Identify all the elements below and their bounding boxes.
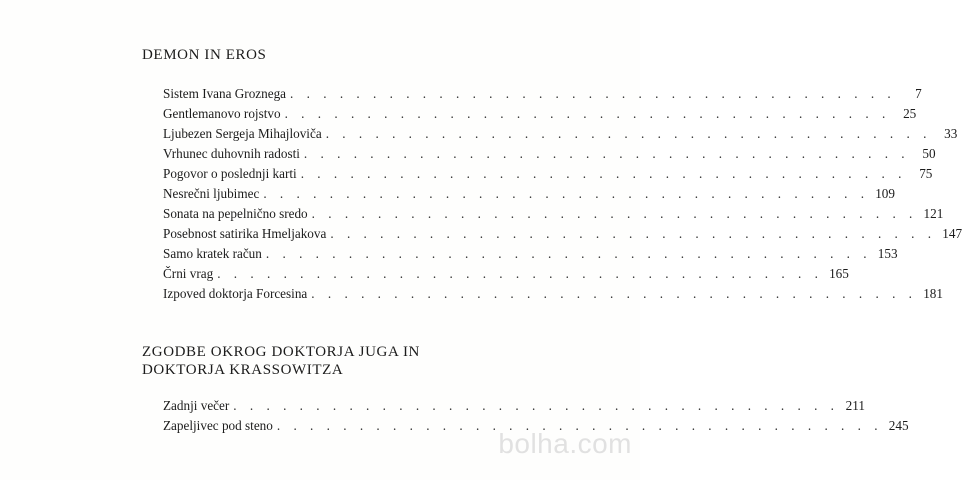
entry-page-number: 121 bbox=[923, 206, 944, 221]
entry-title: Ljubezen Sergeja Mihajloviča bbox=[163, 126, 322, 141]
toc-entry bbox=[163, 266, 849, 286]
leader-dots: . . . . . . . . . . . . . . . . . . . . . . . . . . . . . . . . . . . . . bbox=[325, 126, 932, 141]
section-title: ZGODBE OKROG DOKTORJA JUGA IN bbox=[142, 344, 420, 360]
toc-entry bbox=[163, 146, 936, 166]
entry-title: Zadnji večer bbox=[163, 398, 230, 413]
toc-entry bbox=[163, 226, 962, 246]
entry-page-number: 25 bbox=[903, 106, 917, 121]
toc-list bbox=[163, 86, 962, 306]
entry-page-number: 211 bbox=[845, 398, 865, 413]
toc-entry bbox=[163, 166, 933, 186]
entry-page-number: 50 bbox=[922, 146, 936, 161]
entry-title: Gentlemanovo rojstvo bbox=[163, 106, 281, 121]
toc-entry bbox=[163, 246, 898, 266]
leader-dots: . . . . . . . . . . . . . . . . . . . . . . . . . . . . . . . . . . . . . bbox=[303, 146, 910, 161]
entry-title: Zapeljivec pod steno bbox=[163, 418, 273, 433]
entry-title: Izpoved doktorja Forcesina bbox=[163, 286, 308, 301]
entry-title: Nesrečni ljubimec bbox=[163, 186, 260, 201]
toc-entry bbox=[163, 86, 922, 106]
watermark-logo: bolha.com bbox=[498, 428, 632, 459]
leader-dots: . . . . . . . . . . . . . . . . . . . . . . . . . . . . . . . . . . . . . bbox=[330, 226, 937, 241]
section-title: DEMON IN EROS bbox=[142, 47, 267, 63]
entry-title: Pogovor o poslednji karti bbox=[163, 166, 297, 181]
entry-page-number: 245 bbox=[888, 418, 909, 433]
leader-dots: . . . . . . . . . . . . . . . . . . . . . . . . . . . . . . . . . . . . . bbox=[290, 86, 896, 101]
entry-page-number: 109 bbox=[875, 186, 895, 201]
leader-dots: . . . . . . . . . . . . . . . . . . . . . . . . . . . . . . . . . . . . . bbox=[300, 166, 907, 181]
toc-entry bbox=[163, 126, 958, 146]
entry-page-number: 153 bbox=[877, 246, 898, 261]
leader-dots: . . . . . . . . . . . . . . . . . . . . . . . . . . . . . . . . . . . . . bbox=[284, 106, 891, 121]
entry-page-number: 165 bbox=[829, 266, 849, 281]
entry-page-number: 33 bbox=[944, 126, 958, 141]
entry-page-number: 181 bbox=[923, 286, 943, 301]
toc-entry bbox=[163, 398, 865, 418]
leader-dots: . . . . . . . . . . . . . . . . . . . . . . . . . . . . . . . . . . . . . bbox=[276, 418, 883, 433]
leader-dots: . . . . . . . . . . . . . . . . . . . . . . . . . . . . . . . . . . . . . bbox=[311, 206, 918, 221]
entry-title: Sonata na pepelnično sredo bbox=[163, 206, 308, 221]
entry-title: Črni vrag bbox=[163, 266, 214, 281]
toc-entry bbox=[163, 186, 895, 206]
toc-entry bbox=[163, 286, 943, 306]
leader-dots: . . . . . . . . . . . . . . . . . . . . . . . . . . . . . . . . . . . . . bbox=[233, 398, 839, 413]
entry-page-number: 7 bbox=[915, 86, 922, 101]
entry-title: Vrhunec duhovnih radosti bbox=[163, 146, 300, 161]
toc-list bbox=[163, 398, 909, 438]
leader-dots: . . . . . . . . . . . . . . . . . . . . . . . . . . . . . . . . . . . . . bbox=[263, 186, 869, 201]
toc-entry bbox=[163, 418, 909, 438]
leader-dots: . . . . . . . . . . . . . . . . . . . . . . . . . . . . . . . . . . . . . bbox=[217, 266, 823, 281]
entry-title: Samo kratek račun bbox=[163, 246, 262, 261]
entry-title: Posebnost satirika Hmeljakova bbox=[163, 226, 327, 241]
entry-title: Sistem Ivana Groznega bbox=[163, 86, 287, 101]
toc-entry bbox=[163, 106, 917, 126]
leader-dots: . . . . . . . . . . . . . . . . . . . . . . . . . . . . . . . . . . . . . bbox=[265, 246, 872, 261]
toc-entry bbox=[163, 206, 944, 226]
entry-page-number: 147 bbox=[942, 226, 962, 241]
leader-dots: . . . . . . . . . . . . . . . . . . . . . . . . . . . . . . . . . . . . . bbox=[311, 286, 917, 301]
section-title-continued: DOKTORJA KRASSOWITZA bbox=[142, 362, 344, 378]
entry-page-number: 75 bbox=[919, 166, 933, 181]
